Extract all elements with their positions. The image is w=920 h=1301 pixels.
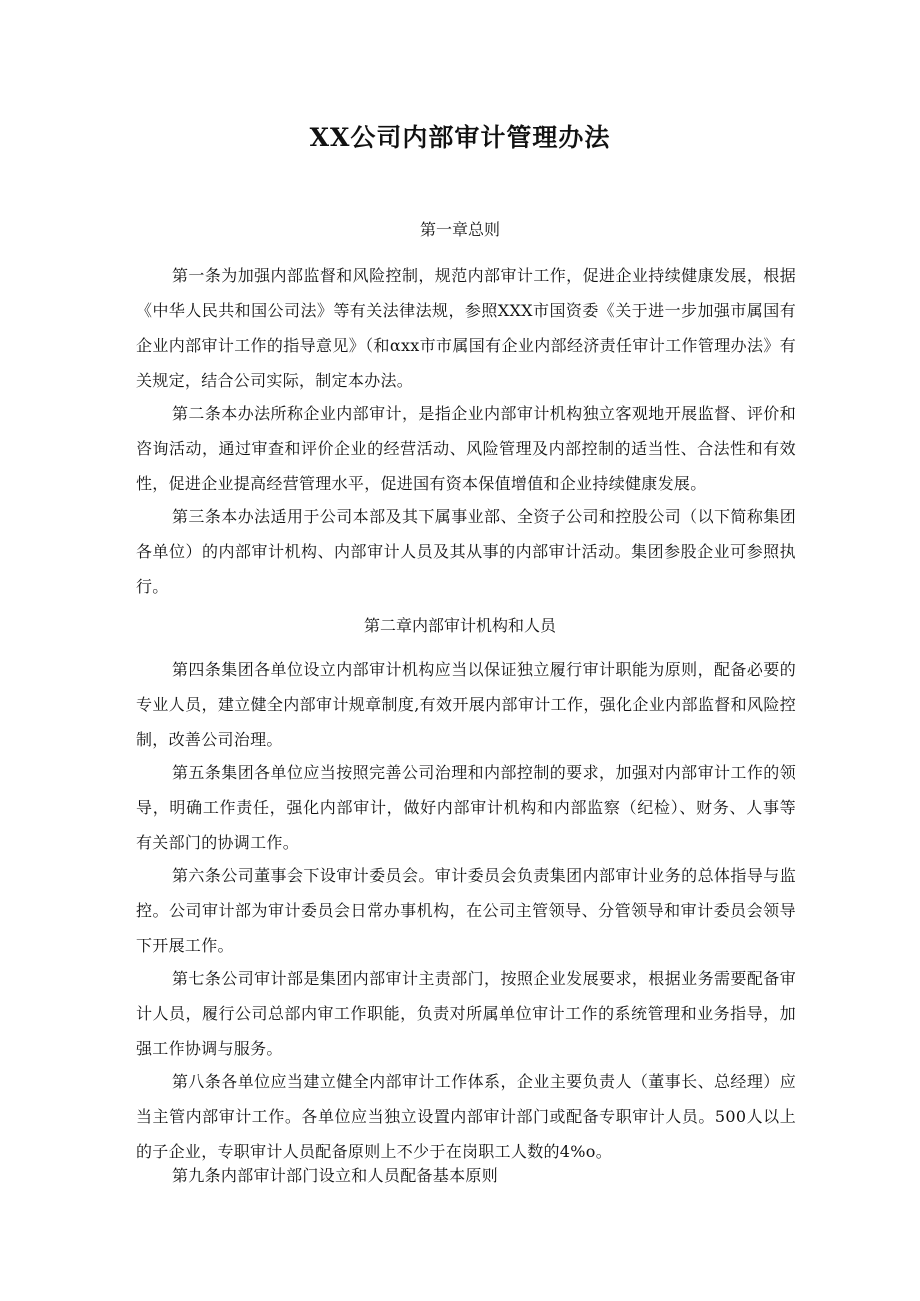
chapter-heading-1: 第一章总则 (419, 220, 500, 239)
document-title: XX公司内部审计管理办法 (309, 123, 611, 152)
article-9: 第九条内部审计部门设立和人员配备基本原则 (172, 1166, 499, 1185)
article-4: 第四条集团各单位设立内部审计机构应当以保证独立履行审计职能为原则，配备必要的专业人员，建立健全内部审计规章制度,有效开展内部审计工作，强化企业内部监督和风险控制，改善公司治理。 (136, 660, 796, 749)
article-6: 第六条公司董事会下设审计委员会。审计委员会负责集团内部审计业务的总体指导与监控。公司审计部为审计委员会日常办事机构，在公司主管领导、分管领导和审计委员会领导下开展工作。 (136, 866, 796, 955)
article-7: 第七条公司审计部是集团内部审计主责部门，按照企业发展要求，根据业务需要配备审计人员，履行公司总部内审工作职能，负责对所属单位审计工作的系统管理和业务指导，加强工作协调与服务。 (136, 969, 796, 1058)
article-5: 第五条集团各单位应当按照完善公司治理和内部控制的要求，加强对内部审计工作的领导，明确工作责任，强化内部审计，做好内部审计机构和内部监察（纪检）、财务、人事等有关部门的协调工作。 (136, 763, 796, 852)
article-8: 第八条各单位应当建立健全内部审计工作体系，企业主要负责人（董事长、总经理）应当主管内部审计工作。各单位应当独立设置内部审计部门或配备专职审计人员。500人以上的子企业，专职审计人员配备原则上不少于在岗职工人数的4%o。 (136, 1072, 796, 1161)
article-3: 第三条本办法适用于公司本部及其下属事业部、全资子公司和控股公司（以下简称集团各单位）的内部审计机构、内部审计人员及其从事的内部审计活动。集团参股企业可参照执行。 (136, 507, 796, 596)
article-1: 第一条为加强内部监督和风险控制，规范内部审计工作，促进企业持续健康发展，根据《中华人民共和国公司法》等有关法律法规，参照XXX市国资委《关于进一步加强市属国有企业内部审计工作的指导意见》（和αxx市市属国有企业内部经济责任审计工作管理办法》有关规定，结合公司实际，制定本办法。 (136, 266, 796, 390)
chapter-heading-2: 第二章内部审计机构和人员 (363, 616, 556, 635)
article-2: 第二条本办法所称企业内部审计，是指企业内部审计机构独立客观地开展监督、评价和咨询活动，通过审查和评价企业的经营活动、风险管理及内部控制的适当性、合法性和有效性，促进企业提高经营管理水平，促进国有资本保值增值和企业持续健康发展。 (136, 404, 796, 493)
